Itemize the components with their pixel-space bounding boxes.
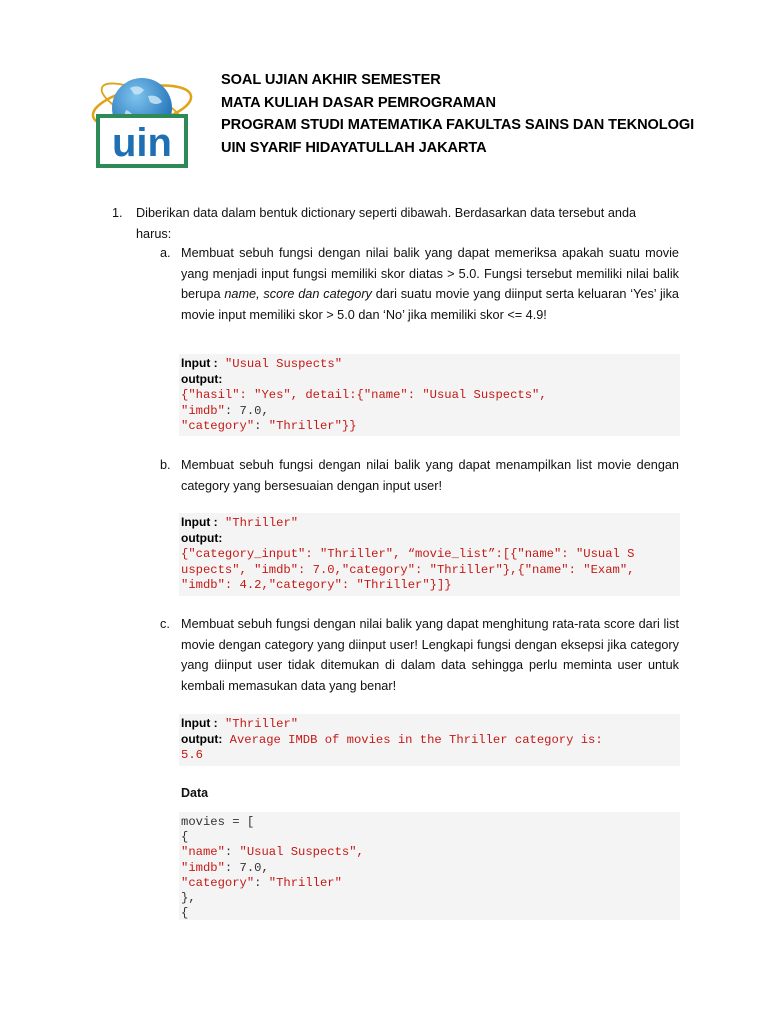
code-value: "Thriller" <box>268 875 342 890</box>
data-heading: Data <box>181 786 209 800</box>
data-code-box <box>179 812 680 920</box>
subquestion-letter: a. <box>160 246 171 260</box>
question-intro-line-2: harus: <box>136 226 172 241</box>
subquestion-c-text: Membuat sebuh fungsi dengan nilai balik yang dapat menghitung rata-rata score dari list movie dengan category yang diinput user! Lengkapi fungsi dengan eksepsi jika category yang diinput user tidak ditemukan di dalam data sehingga perlu meminta user untuk kembali memasukan data yang benar! <box>181 617 679 693</box>
code-key: "imdb" <box>181 403 225 418</box>
code-value: : 7.0, <box>224 860 269 875</box>
output-line-1: {"hasil": "Yes", detail:{"name": "Usual Suspects", <box>181 388 547 403</box>
text-emphasis: name, score dan category <box>224 287 372 301</box>
question-intro <box>136 203 680 244</box>
subquestion-letter: c. <box>160 617 170 631</box>
output-line-2: uspects", "imdb": 7.0,"category": "Thriller"},{"name": "Exam", <box>181 562 635 577</box>
code-value: : 7.0, <box>224 403 269 418</box>
header-line-1: SOAL UJIAN AKHIR SEMESTER <box>221 72 441 88</box>
logo-text: uin <box>112 121 172 165</box>
code-sep: : <box>224 845 240 860</box>
input-label: Input : <box>181 515 218 529</box>
code-line: }, <box>181 891 196 906</box>
code-key: "name" <box>181 845 225 860</box>
text-part: Membuat sebuh fungsi dengan nilai balik yang dapat memeriksa apakah suatu movie yang menjadi input fungsi memiliki skor diatas > 5.0. Fungsi tersebut memiliki nilai balik berupa <box>181 246 679 301</box>
code-key: "category" <box>181 418 255 433</box>
example-box-a <box>179 354 680 436</box>
document-header <box>221 69 741 159</box>
code-line: { <box>181 906 189 921</box>
code-line: { <box>181 830 189 845</box>
output-value: Average IMDB of movies in the Thriller category is: <box>229 733 603 748</box>
input-value: "Thriller" <box>224 717 299 731</box>
subquestion-b-text: Membuat sebuh fungsi dengan nilai balik yang dapat menampilkan list movie dengan category yang bersesuaian dengan input user! <box>181 458 679 493</box>
subquestion-a-text <box>181 243 679 325</box>
code-value: "Usual Suspects", <box>239 845 364 860</box>
code-key: "category" <box>181 875 255 890</box>
code-value: "Thriller"}} <box>268 418 357 433</box>
code-sep: : <box>254 875 269 890</box>
text-part: dari suatu movie yang diinput serta keluaran ‘Yes’ jika movie input memiliki skor > 5.0 dan ‘No’ jika memiliki skor <= 4.9! <box>181 287 679 322</box>
input-label: Input : <box>181 716 218 730</box>
question-number: 1. <box>112 206 123 220</box>
header-line-4: UIN SYARIF HIDAYATULLAH JAKARTA <box>221 139 487 156</box>
input-value: "Usual Suspects" <box>224 357 343 371</box>
output-label: output: <box>181 372 223 387</box>
example-box-c <box>179 714 680 766</box>
code-key: "imdb" <box>181 860 225 875</box>
header-line-3: PROGRAM STUDI MATEMATIKA FAKULTAS SAINS DAN TEKNOLOGI <box>221 117 695 133</box>
question-intro-line-1: Diberikan data dalam bentuk dictionary seperti dibawah. Berdasarkan data tersebut anda <box>136 206 637 220</box>
header-line-2: MATA KULIAH DASAR PEMROGRAMAN <box>221 94 496 111</box>
output-line-2: 5.6 <box>181 748 203 763</box>
uin-logo <box>90 66 194 170</box>
input-value: "Thriller" <box>224 516 299 530</box>
example-box-b <box>179 513 680 596</box>
output-label: output: <box>181 732 223 747</box>
output-line-1: {"category_input": "Thriller", “movie_list”:[{"name": "Usual S <box>181 547 635 562</box>
code-sep: : <box>254 418 269 433</box>
subquestion-letter: b. <box>160 458 171 472</box>
output-label: output: <box>181 531 223 546</box>
output-line-3: "imdb": 4.2,"category": "Thriller"}]} <box>181 577 452 592</box>
code-line: movies = [ <box>181 815 255 829</box>
input-label: Input : <box>181 356 218 370</box>
